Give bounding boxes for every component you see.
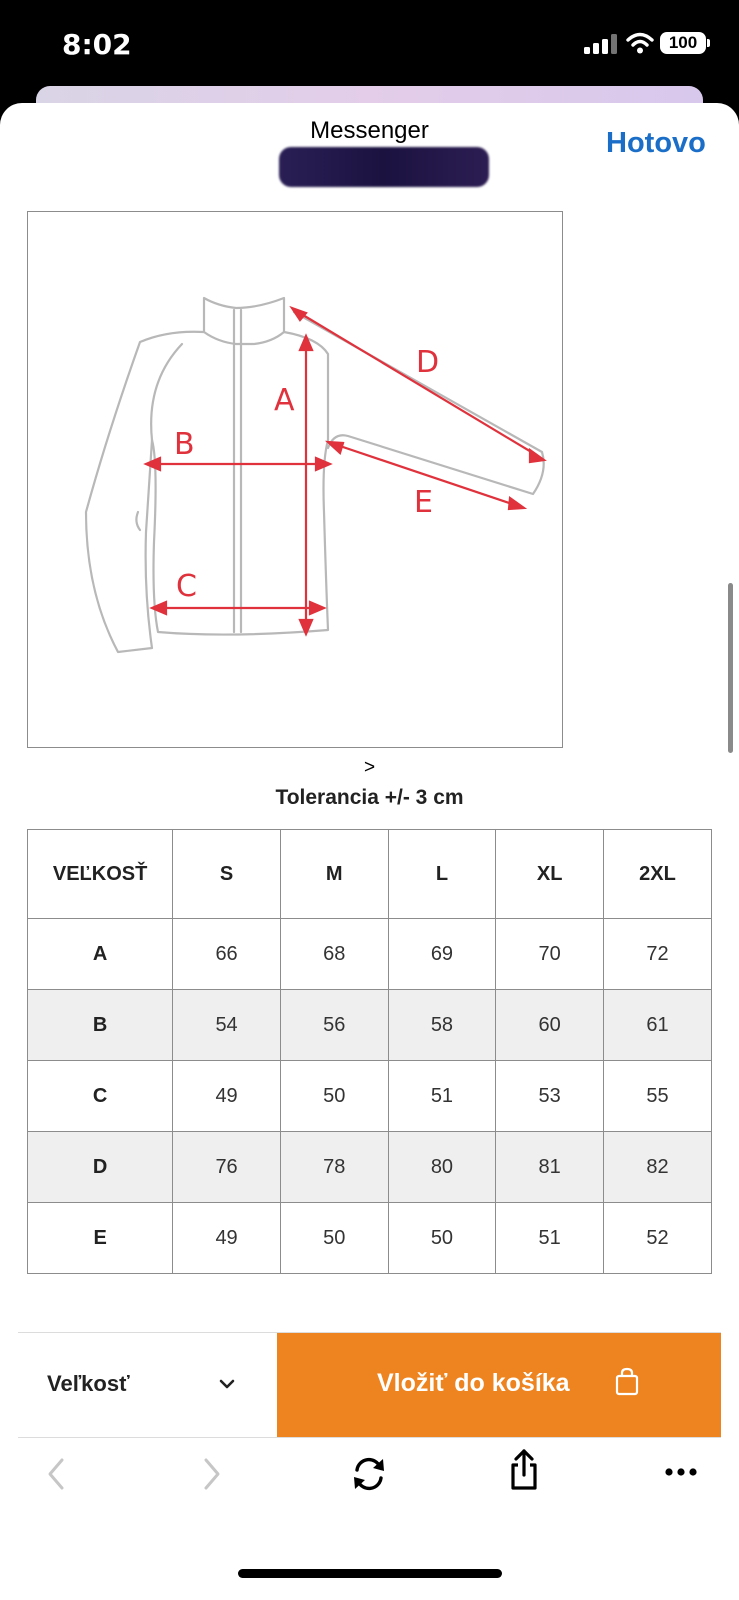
battery-cap — [707, 39, 710, 47]
browser-toolbar — [0, 1445, 739, 1570]
table-cell: 49 — [173, 1203, 281, 1274]
table-cell: 72 — [604, 919, 712, 990]
measure-label-b: B — [174, 427, 195, 462]
table-cell: 55 — [604, 1061, 712, 1132]
size-selector[interactable] — [18, 1333, 277, 1437]
measure-label-c: C — [176, 569, 197, 604]
purchase-bar — [18, 1332, 721, 1438]
header-cell: 2XL — [604, 830, 712, 919]
row-label: A — [28, 919, 173, 990]
add-to-cart-button[interactable] — [277, 1333, 721, 1437]
table-cell: 78 — [280, 1132, 388, 1203]
home-indicator[interactable] — [238, 1569, 502, 1578]
jacket-illustration — [28, 212, 561, 746]
row-label: E — [28, 1203, 173, 1274]
table-cell: 82 — [604, 1132, 712, 1203]
header-cell: VEĽKOSŤ — [28, 830, 173, 919]
table-cell: 50 — [388, 1203, 496, 1274]
table-cell: 76 — [173, 1132, 281, 1203]
redacted-subtitle — [279, 147, 489, 187]
table-cell: 68 — [280, 919, 388, 990]
table-cell: 51 — [496, 1203, 604, 1274]
row-label: D — [28, 1132, 173, 1203]
table-header-row — [28, 830, 712, 919]
table-cell: 61 — [604, 990, 712, 1061]
header-cell: L — [388, 830, 496, 919]
reload-icon[interactable] — [350, 1455, 388, 1493]
table-row — [28, 1203, 712, 1274]
forward-arrow-icon[interactable] — [200, 1457, 224, 1491]
table-row — [28, 919, 712, 990]
header-cell: S — [173, 830, 281, 919]
header-cell: M — [280, 830, 388, 919]
table-cell: 52 — [604, 1203, 712, 1274]
row-label: C — [28, 1061, 173, 1132]
table-cell: 66 — [173, 919, 281, 990]
add-to-cart-label: Vložiť do košíka — [377, 1369, 570, 1397]
battery-indicator: 100 — [660, 32, 706, 54]
status-time: 8:02 — [62, 28, 132, 61]
table-cell: 80 — [388, 1132, 496, 1203]
more-icon[interactable] — [664, 1467, 698, 1477]
table-cell: 81 — [496, 1132, 604, 1203]
chevron-down-icon — [218, 1375, 236, 1393]
share-icon[interactable] — [508, 1447, 540, 1491]
table-cell: 56 — [280, 990, 388, 1061]
measure-label-d: D — [416, 345, 440, 380]
measure-label-e: E — [414, 485, 433, 520]
table-cell: 60 — [496, 990, 604, 1061]
caret-text: > — [363, 757, 376, 778]
back-arrow-icon[interactable] — [44, 1457, 68, 1491]
row-label: B — [28, 990, 173, 1061]
header-cell: XL — [496, 830, 604, 919]
signal-icon — [584, 34, 620, 54]
sheet — [0, 103, 739, 1600]
wifi-icon — [626, 32, 654, 54]
table-row — [28, 1061, 712, 1132]
size-selector-label: Veľkosť — [47, 1371, 130, 1396]
scrollbar[interactable] — [728, 583, 733, 753]
table-cell: 50 — [280, 1061, 388, 1132]
shopping-bag-icon — [614, 1367, 640, 1397]
table-cell: 69 — [388, 919, 496, 990]
page-title: Messenger — [310, 117, 429, 144]
table-row — [28, 990, 712, 1061]
status-bar — [0, 0, 739, 90]
jacket-measurement-diagram — [27, 211, 563, 748]
table-row — [28, 1132, 712, 1203]
table-cell: 58 — [388, 990, 496, 1061]
size-table — [27, 829, 712, 1274]
tolerance-note: Tolerancia +/- 3 cm — [275, 786, 464, 809]
table-cell: 53 — [496, 1061, 604, 1132]
table-cell: 54 — [173, 990, 281, 1061]
table-cell: 70 — [496, 919, 604, 990]
done-button[interactable]: Hotovo — [606, 127, 706, 159]
table-cell: 49 — [173, 1061, 281, 1132]
table-cell: 51 — [388, 1061, 496, 1132]
measure-label-a: A — [274, 383, 295, 418]
table-cell: 50 — [280, 1203, 388, 1274]
